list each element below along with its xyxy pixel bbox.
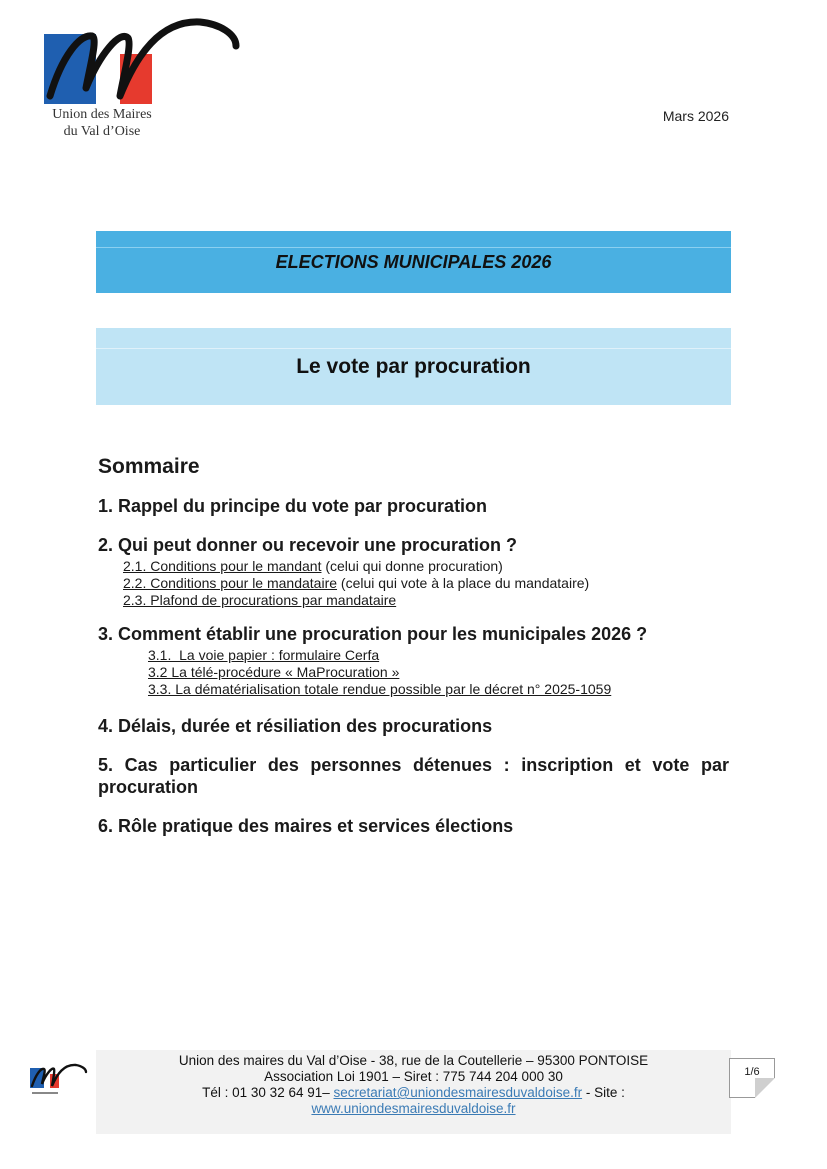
footer-phone: Tél : 01 30 32 64 91– [202,1085,334,1100]
toc-link-3-2[interactable]: 3.2 La télé-procédure « MaProcuration » [148,664,400,680]
toc-section-1: 1. Rappel du principe du vote par procuration [98,496,488,516]
toc-item-2-2 [123,575,729,592]
toc-link-2-2[interactable]: 2.2. Conditions pour le mandataire [123,575,338,591]
toc-item-2-1 [123,558,729,575]
page-number: 1/6 [744,1066,760,1078]
footer-logo-icon [28,1062,88,1100]
footer-website-row [96,1101,731,1117]
logo-caption [44,106,160,140]
toc-item-2-3 [123,592,729,609]
union-maires-logo [40,16,240,140]
toc-item-3-3 [148,681,729,698]
marianne-m-logo-icon [40,16,240,116]
toc-link-3-1[interactable]: 3.1. La voie papier : formulaire Cerfa [148,647,380,663]
toc-title: Sommaire [98,455,200,478]
toc-link-2-3[interactable]: 2.3. Plafond de procurations par mandataire [123,592,397,608]
toc-link-2-1[interactable]: 2.1. Conditions pour le mandant [123,558,322,574]
document-date: Mars 2026 [662,108,729,124]
footer-site-label: - Site : [582,1085,625,1100]
toc-section-5: 5. Cas particulier des personnes détenues : inscription et vote par procuration [98,755,729,797]
toc-section-2: 2. Qui peut donner ou recevoir une procuration ? [98,535,518,555]
toc-section-3-subitems [98,647,729,698]
title-banner [96,328,731,405]
footer-address: Union des maires du Val d’Oise - 38, rue de la Coutellerie – 95300 PONTOISE [178,1053,649,1068]
table-of-contents [98,455,729,837]
footer-email-link[interactable]: secretariat@uniondesmairesduvaldoise.fr [333,1085,583,1100]
toc-section-2-subitems [98,558,729,609]
toc-item-3-2 [148,664,729,681]
toc-link-3-3[interactable]: 3.3. La dématérialisation totale rendue possible par le décret n° 2025-1059 [148,681,612,697]
footer-contact [96,1085,731,1101]
document-title: Le vote par procuration [296,354,531,378]
event-banner [96,231,731,293]
toc-note-2-2: (celui qui vote à la place du mandataire) [337,575,590,591]
toc-note-2-1: (celui qui donne procuration) [321,558,503,574]
footer-website-link[interactable]: www.uniondesmairesduvaldoise.fr [311,1101,516,1116]
toc-section-3: 3. Comment établir une procuration pour les municipales 2026 ? [98,624,648,644]
event-title: ELECTIONS MUNICIPALES 2026 [275,251,552,272]
logo-line-2: du Val d’Oise [63,124,141,139]
toc-section-6: 6. Rôle pratique des maires et services élections [98,816,514,836]
toc-section-4: 4. Délais, durée et résiliation des procurations [98,716,493,736]
banner-stripe [96,247,731,248]
page-number-box [729,1058,775,1098]
banner-stripe [96,348,731,349]
footer-association: Association Loi 1901 – Siret : 775 744 204 000 30 [264,1069,563,1084]
page-fold-icon [755,1078,775,1098]
logo-line-1: Union des Maires [52,107,152,122]
toc-item-3-1 [148,647,729,664]
page-footer [96,1050,731,1134]
